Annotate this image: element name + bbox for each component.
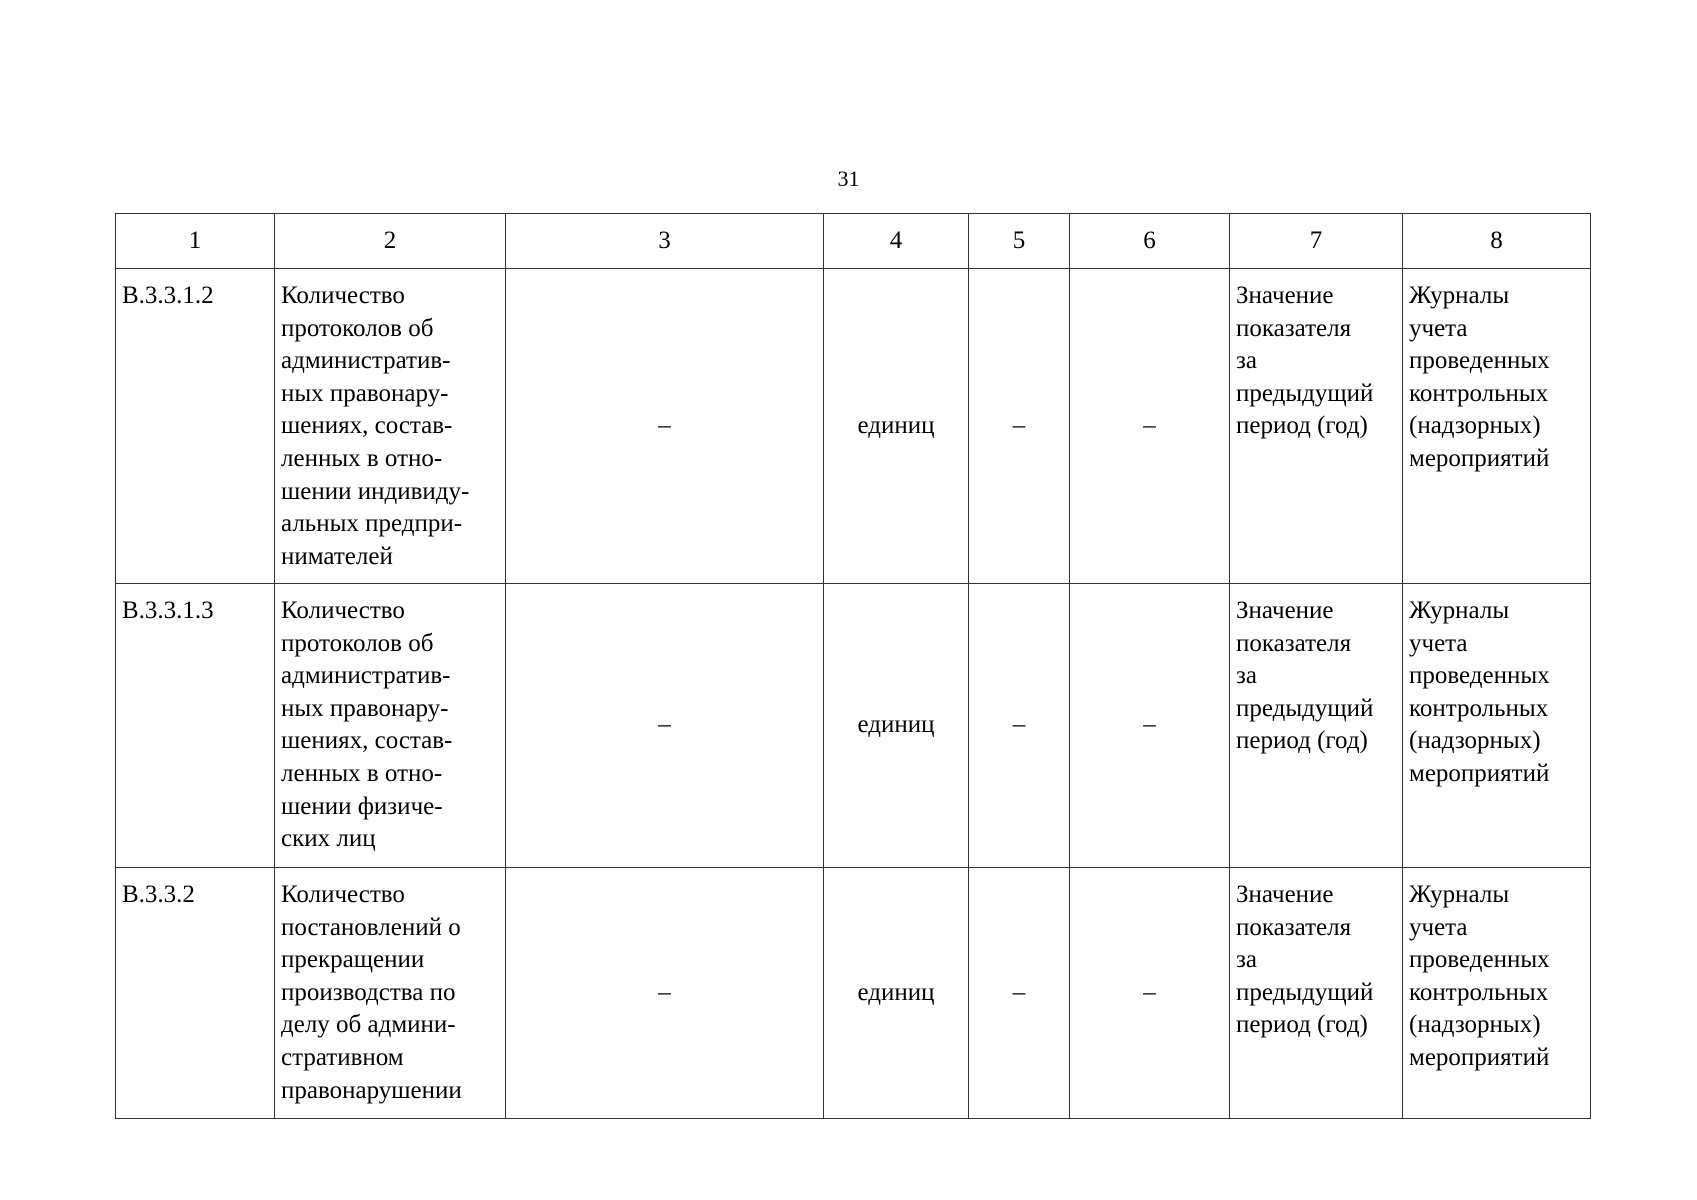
row-code: [116, 868, 275, 1119]
indicator-table: [115, 213, 1591, 1119]
header-col-3: 3: [506, 214, 824, 269]
row-col7: [1230, 269, 1403, 584]
row-col3-text: –: [658, 711, 671, 739]
header-col-4: 4: [824, 214, 969, 269]
row-col6: [1070, 584, 1230, 868]
row-col5-text: –: [1012, 978, 1026, 1006]
header-col-1: 1: [116, 214, 275, 269]
row-col5: [969, 868, 1070, 1119]
header-col-8: 8: [1403, 214, 1591, 269]
row-col7: [1230, 868, 1403, 1119]
row-col8: [1403, 269, 1591, 584]
row-unit-text: единиц: [857, 978, 935, 1006]
row-unit: [824, 269, 969, 584]
row-col3-text: –: [658, 978, 671, 1006]
row-col8-text: Журналы учета проведенных контрольных (надзорных) мероприятий: [1409, 597, 1550, 787]
header-col-2: 2: [275, 214, 506, 269]
header-col-7: 7: [1230, 214, 1403, 269]
row-description: [275, 269, 506, 584]
row-col8-text: Журналы учета проведенных контрольных (надзорных) мероприятий: [1409, 282, 1550, 472]
row-description-text: Количество протоколов об административ- ных правонару- шениях, состав- ленных в отно- шении индивиду- альных предпри- нимателей: [281, 282, 470, 570]
row-col6: [1070, 868, 1230, 1119]
row-code: [116, 584, 275, 868]
row-col7-text: Значение показателя за предыдущий период (год): [1236, 282, 1374, 440]
row-col5-text: –: [1012, 411, 1026, 439]
row-col6: [1070, 269, 1230, 584]
row-col3: [506, 584, 824, 868]
row-col5: [969, 269, 1070, 584]
row-description: [275, 584, 506, 868]
row-col3: [506, 868, 824, 1119]
row-code: [116, 269, 275, 584]
table-header-row: [116, 214, 1591, 269]
page-number: 31: [837, 166, 860, 191]
row-col7-text: Значение показателя за предыдущий период (год): [1236, 597, 1374, 755]
table-row: [116, 868, 1591, 1119]
row-col3: [506, 269, 824, 584]
row-col7: [1230, 584, 1403, 868]
row-col5-text: –: [1012, 711, 1026, 739]
row-col5: [969, 584, 1070, 868]
table-row: [116, 269, 1591, 584]
row-col3-text: –: [658, 411, 671, 439]
row-col7-text: Значение показателя за предыдущий период (год): [1236, 881, 1374, 1039]
row-unit: [824, 868, 969, 1119]
header-col-6: 6: [1070, 214, 1230, 269]
row-col8-text: Журналы учета проведенных контрольных (надзорных) мероприятий: [1409, 881, 1550, 1071]
row-code-text: В.3.3.1.2: [122, 282, 214, 309]
row-code-text: В.3.3.2: [122, 881, 195, 908]
row-unit: [824, 584, 969, 868]
row-col6-text: –: [1143, 711, 1156, 739]
row-code-text: В.3.3.1.3: [122, 597, 214, 624]
row-description-text: Количество постановлений о прекращении производства по делу об админи- стративном правонарушении: [281, 881, 462, 1104]
row-col8: [1403, 868, 1591, 1119]
row-description-text: Количество протоколов об административ- ных правонару- шениях, состав- ленных в отно- шении физиче- ских лиц: [281, 597, 453, 853]
row-col8: [1403, 584, 1591, 868]
row-unit-text: единиц: [857, 711, 935, 739]
row-col6-text: –: [1143, 978, 1156, 1006]
table-row: [116, 584, 1591, 868]
row-description: [275, 868, 506, 1119]
header-col-5: 5: [969, 214, 1070, 269]
row-unit-text: единиц: [857, 411, 935, 439]
row-col6-text: –: [1143, 411, 1156, 439]
